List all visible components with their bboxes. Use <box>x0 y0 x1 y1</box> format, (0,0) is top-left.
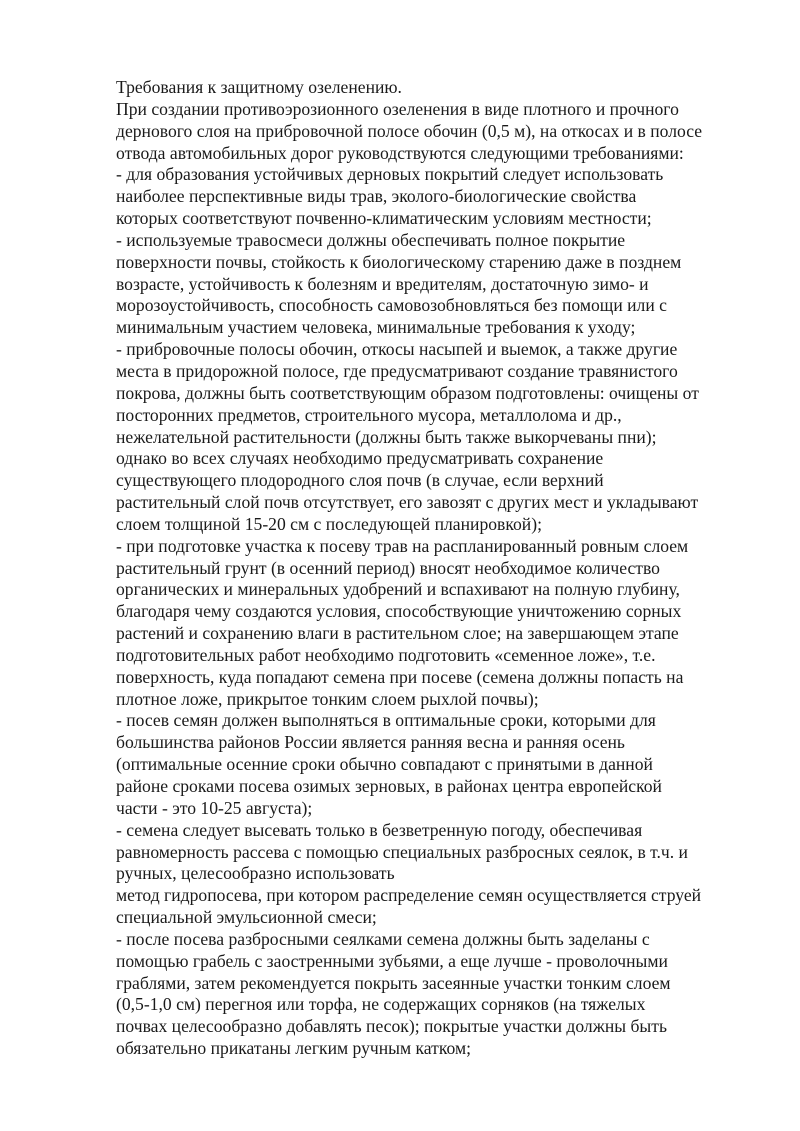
document-line: наиболее перспективные виды трав, эколого-биологические свойства <box>116 186 637 207</box>
document-line: подготовительных работ необходимо подготовить «семенное ложе», т.е. <box>116 644 656 665</box>
document-line: обязательно прикатаны легким ручным катком; <box>116 1038 471 1059</box>
document-line: большинства районов России является ранняя весна и ранняя осень <box>116 732 625 753</box>
document-line: морозоустойчивость, способность самовозобновляться без помощи или с <box>116 295 667 316</box>
document-line: растительный грунт (в осенний период) вносят необходимое количество <box>116 557 660 578</box>
document-line: плотное ложе, прикрытое тонким слоем рыхлой почвы); <box>116 688 539 709</box>
document-line: нежелательной растительности (должны быть также выкорчеваны пни); <box>116 426 657 447</box>
document-line: органических и минеральных удобрений и вспахивают на полную глубину, <box>116 579 680 600</box>
document-line: места в придорожной полосе, где предусматривают создание травянистого <box>116 360 678 381</box>
document-line: - прибровочные полосы обочин, откосы насыпей и выемок, а также другие <box>116 339 678 360</box>
document-line: поверхность, куда попадают семена при посеве (семена должны попасть на <box>116 666 684 687</box>
document-line: растений и сохранению влаги в растительном слое; на завершающем этапе <box>116 623 679 644</box>
document-line: дернового слоя на прибровочной полосе обочин (0,5 м), на откосах и в полосе <box>116 120 703 141</box>
document-line: благодаря чему создаются условия, способствующие уничтожению сорных <box>116 601 682 622</box>
document-line: специальной эмульсионной смеси; <box>116 907 377 928</box>
document-line: существующего плодородного слоя почв (в случае, если верхний <box>116 470 604 491</box>
document-line: которых соответствуют почвенно-климатическим условиям местности; <box>116 208 652 229</box>
document-line: возрасте, устойчивость к болезням и вредителям, достаточную зимо- и <box>116 273 649 294</box>
document-line: метод гидропосева, при котором распределение семян осуществляется струей <box>116 885 702 906</box>
document-line: ручных, целесообразно использовать <box>116 863 395 884</box>
document-body <box>116 77 756 1060</box>
document-line: (оптимальные осенние сроки обычно совпадают с принятыми в данной <box>116 754 653 775</box>
document-line: - семена следует высевать только в безветренную погоду, обеспечивая <box>116 819 643 840</box>
document-line: слоем толщиной 15-20 см с последующей планировкой); <box>116 513 542 534</box>
document-line: растительный слой почв отсутствует, его завозят с других мест и укладывают <box>116 492 699 513</box>
document-line: части - это 10-25 августа); <box>116 797 313 818</box>
document-line: однако во всех случаях необходимо предусматривать сохранение <box>116 448 604 469</box>
document-line: отвода автомобильных дорог руководствуются следующими требованиями: <box>116 142 684 163</box>
document-line: граблями, затем рекомендуется покрыть засеянные участки тонким слоем <box>116 972 671 993</box>
document-line: районе сроками посева озимых зерновых, в районах центра европейской <box>116 776 662 796</box>
document-line: поверхности почвы, стойкость к биологическому старению даже в позднем <box>116 251 682 272</box>
document-line: помощью грабель с заостренными зубьями, а еще лучше - проволочными <box>116 950 668 971</box>
document-line: (0,5-1,0 см) перегноя или торфа, не содержащих сорняков (на тяжелых <box>116 994 646 1015</box>
document-line: минимальным участием человека, минимальные требования к уходу; <box>116 317 636 338</box>
document-line: почвах целесообразно добавлять песок); покрытые участки должны быть <box>116 1016 667 1037</box>
document-line: При создании противоэрозионного озеленения в виде плотного и прочного <box>116 98 679 119</box>
document-line: - посев семян должен выполняться в оптимальные сроки, которыми для <box>116 710 656 731</box>
document-line: - после посева разбросными сеялками семена должны быть заделаны с <box>116 928 650 949</box>
document-line: - используемые травосмеси должны обеспечивать полное покрытие <box>116 229 626 250</box>
document-title: Требования к защитному озеленению. <box>116 77 402 97</box>
document-line: посторонних предметов, строительного мусора, металлолома и др., <box>116 404 622 425</box>
document-line: - для образования устойчивых дерновых покрытий следует использовать <box>116 164 664 185</box>
document-line: равномерность рассева с помощью специальных разбросных сеялок, в т.ч. и <box>116 841 688 862</box>
document-line: покрова, должны быть соответствующим образом подготовлены: очищены от <box>116 382 699 403</box>
document-line: - при подготовке участка к посеву трав на распланированный ровным слоем <box>116 535 689 556</box>
